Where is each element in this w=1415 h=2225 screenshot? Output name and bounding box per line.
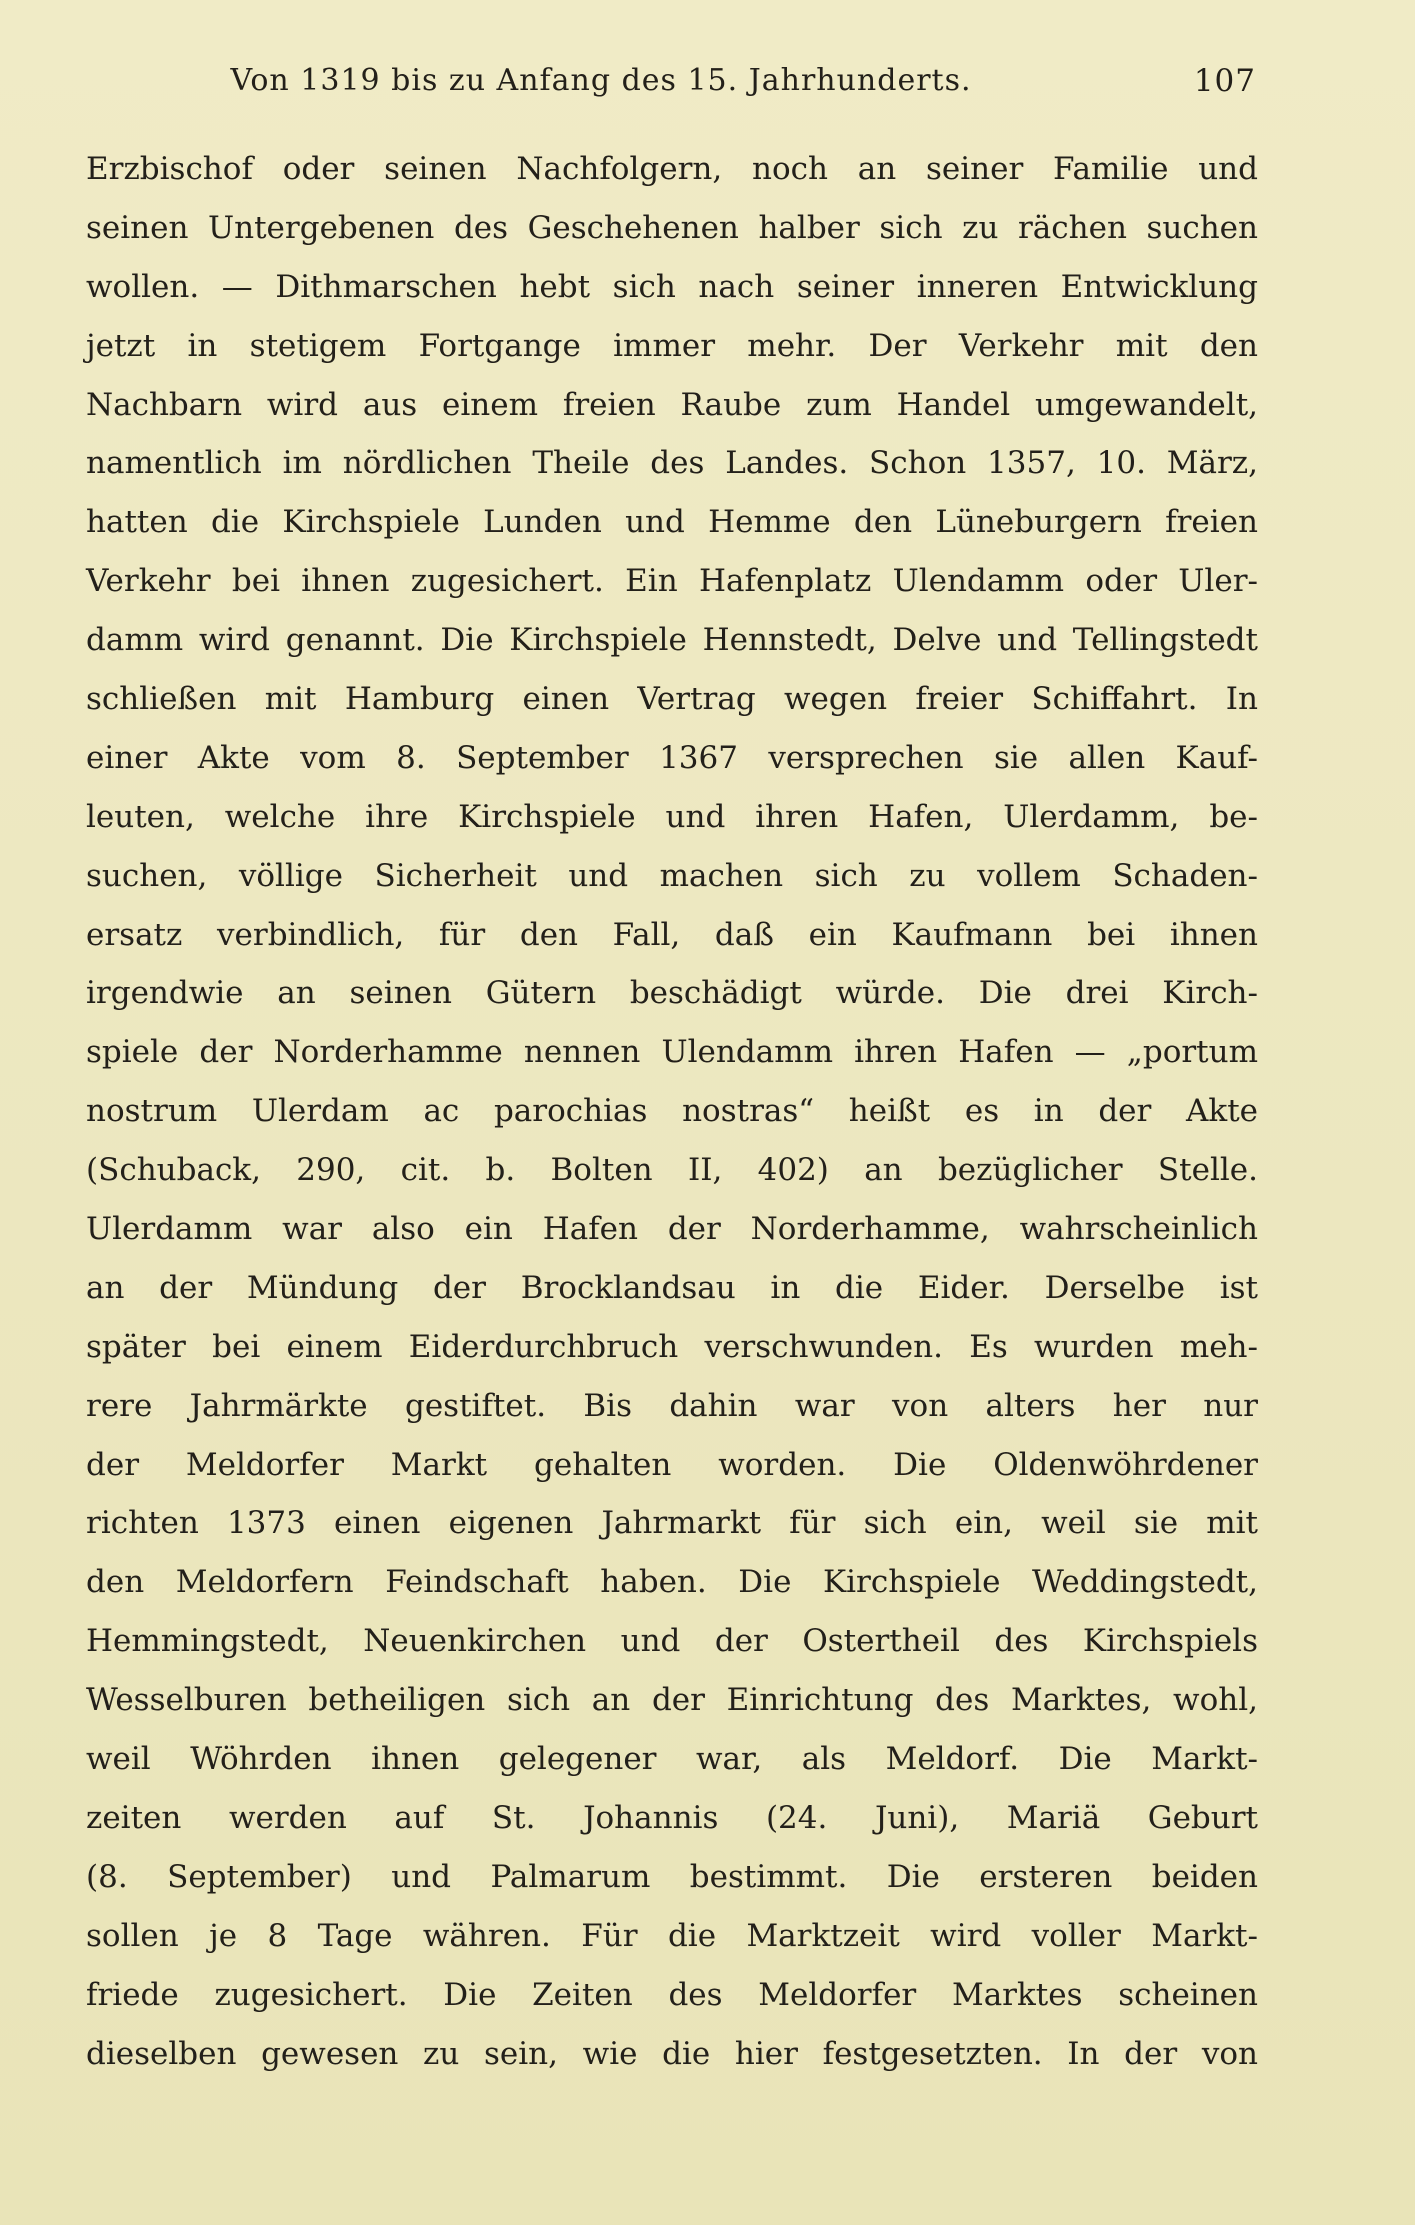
text-line: rere Jahrmärkte gestiftet. Bis dahin war von alters her nur	[86, 1387, 1258, 1424]
text-line: seinen Untergebenen des Geschehenen halber sich zu rächen suchen	[86, 209, 1258, 246]
text-line: an der Mündung der Brocklandsau in die Eider. Derselbe ist	[86, 1269, 1258, 1306]
text-line: Erzbischof oder seinen Nachfolgern, noch an seiner Familie und	[86, 151, 1258, 187]
text-line: suchen, völlige Sicherheit und machen sich zu vollem Schaden-	[86, 857, 1258, 894]
text-line: damm wird genannt. Die Kirchspiele Hennstedt, Delve und Tellingstedt	[86, 622, 1258, 659]
text-line: der Meldorfer Markt gehalten worden. Die Oldenwöhrdener	[86, 1446, 1258, 1483]
text-line: einer Akte vom 8. September 1367 versprechen sie allen Kauf-	[86, 739, 1258, 776]
text-line: zeiten werden auf St. Johannis (24. Juni), Mariä Geburt	[86, 1799, 1258, 1836]
running-head: Von 1319 bis zu Anfang des 15. Jahrhunderts.	[230, 63, 972, 98]
text-line: namentlich im nördlichen Theile des Landes. Schon 1357, 10. März,	[86, 445, 1258, 482]
text-line: ersatz verbindlich, für den Fall, daß ein Kaufmann bei ihnen	[86, 916, 1258, 953]
text-line: weil Wöhrden ihnen gelegener war, als Meldorf. Die Markt-	[86, 1741, 1258, 1778]
text-line: jetzt in stetigem Fortgange immer mehr. Der Verkehr mit den	[86, 327, 1258, 364]
text-line: nostrum Ulerdam ac parochias nostras“ heißt es in der Akte	[86, 1093, 1258, 1130]
text-line: Ulerdamm war also ein Hafen der Norderhamme, wahrscheinlich	[86, 1211, 1258, 1248]
text-line: wollen. — Dithmarschen hebt sich nach seiner inneren Entwicklung	[86, 268, 1258, 305]
text-line: später bei einem Eiderdurchbruch verschwunden. Es wurden meh-	[86, 1328, 1258, 1365]
text-line: (8. September) und Palmarum bestimmt. Die ersteren beiden	[86, 1858, 1258, 1895]
text-line: leuten, welche ihre Kirchspiele und ihren Hafen, Ulerdamm, be-	[86, 798, 1258, 835]
text-line: (Schuback, 290, cit. b. Bolten II, 402) an bezüglicher Stelle.	[86, 1152, 1258, 1189]
body-text	[86, 140, 1258, 2083]
text-line: den Meldorfern Feindschaft haben. Die Kirchspiele Weddingstedt,	[86, 1564, 1258, 1601]
text-line: Verkehr bei ihnen zugesichert. Ein Hafenplatz Ulendamm oder Uler-	[86, 563, 1258, 600]
page-header	[86, 56, 1256, 106]
text-line: hatten die Kirchspiele Lunden und Hemme den Lüneburgern freien	[86, 504, 1258, 541]
text-line: irgendwie an seinen Gütern beschädigt würde. Die drei Kirch-	[86, 975, 1258, 1012]
text-line: Nachbarn wird aus einem freien Raube zum Handel umgewandelt,	[86, 386, 1258, 423]
text-line: dieselben gewesen zu sein, wie die hier festgesetzten. In der von	[86, 2035, 1258, 2072]
text-line: richten 1373 einen eigenen Jahrmarkt für sich ein, weil sie mit	[86, 1505, 1258, 1542]
text-line: sollen je 8 Tage währen. Für die Marktzeit wird voller Markt-	[86, 1917, 1258, 1954]
text-line: Hemmingstedt, Neuenkirchen und der Ostertheil des Kirchspiels	[86, 1623, 1258, 1660]
page-number: 107	[1193, 63, 1256, 99]
text-line: friede zugesichert. Die Zeiten des Meldorfer Marktes scheinen	[86, 1976, 1258, 2013]
text-line: Wesselburen betheiligen sich an der Einrichtung des Marktes, wohl,	[86, 1682, 1258, 1719]
text-line: spiele der Norderhamme nennen Ulendamm ihren Hafen — „portum	[86, 1034, 1258, 1071]
text-line: schließen mit Hamburg einen Vertrag wegen freier Schiffahrt. In	[86, 681, 1258, 718]
